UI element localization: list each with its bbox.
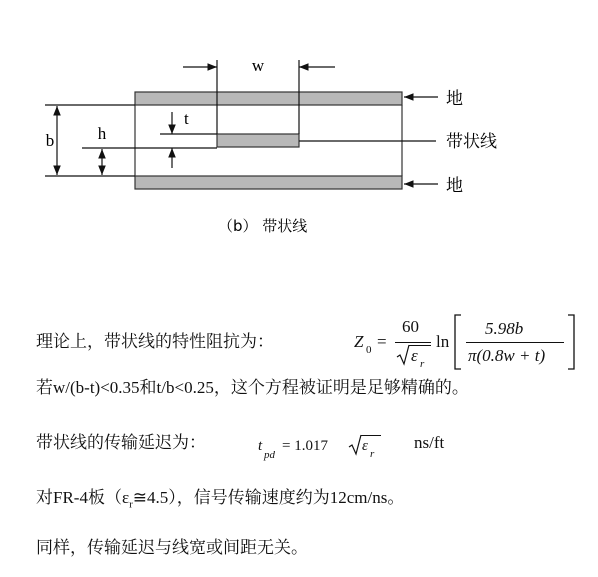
z0-numerator: 60 <box>402 317 419 336</box>
z0-equals: = <box>377 332 387 351</box>
h-label: h <box>97 124 107 143</box>
z0-symbol: Z <box>354 332 364 351</box>
text-line-2: 若w/(b-t)<0.35和t/b<0.25，这个方程被证明是足够精确的。 <box>36 378 469 397</box>
tpd-sqrt-sign <box>348 434 362 456</box>
t-label: t <box>184 109 189 128</box>
z0-fraction-bar <box>395 342 431 343</box>
z0-epsilon: ε <box>411 346 418 365</box>
text-line-5: 同样，传输延迟与线宽或间距无关。 <box>36 538 308 557</box>
diagram-caption: （b） 带状线 <box>218 217 308 235</box>
ground-bottom-label: 地 <box>446 176 463 196</box>
z0-left-bracket <box>453 314 463 370</box>
text-line-4 <box>36 488 404 514</box>
ground-top-label: 地 <box>446 89 463 109</box>
line4-suffix: ≅4.5），信号传输速度约为12cm/ns。 <box>132 488 405 507</box>
z0-inner-numerator: 5.98b <box>485 319 524 338</box>
strip-conductor <box>217 134 299 147</box>
stripline-label: 带状线 <box>446 132 497 152</box>
z0-inner-denominator: π(0.8w + t) <box>468 346 546 365</box>
tpd-epsilon-sub: r <box>370 448 375 460</box>
tpd-epsilon: ε <box>362 438 368 454</box>
tpd-symbol: t <box>258 438 263 454</box>
b-label: b <box>45 131 55 150</box>
z0-subscript: 0 <box>366 344 372 356</box>
text-line-3: 带状线的传输延迟为： <box>36 433 206 452</box>
z0-epsilon-sub: r <box>420 358 425 370</box>
tpd-value: = 1.017 <box>282 438 328 454</box>
tpd-subscript: pd <box>264 449 275 461</box>
bottom-ground-plane <box>135 176 402 189</box>
z0-right-bracket <box>566 314 576 370</box>
z0-inner-fraction-bar <box>466 342 564 343</box>
z0-sqrt-sign <box>396 344 410 366</box>
text-line-1: 理论上，带状线的特性阻抗为： <box>36 332 274 351</box>
w-label: w <box>251 56 265 75</box>
top-ground-plane <box>135 92 402 105</box>
tpd-formula <box>256 428 396 462</box>
tpd-unit: ns/ft <box>414 433 445 452</box>
z0-formula <box>350 313 590 371</box>
line4-prefix: 对FR-4板（ε <box>36 488 130 507</box>
z0-ln: ln <box>436 332 450 351</box>
line4-sub: r <box>129 498 133 511</box>
